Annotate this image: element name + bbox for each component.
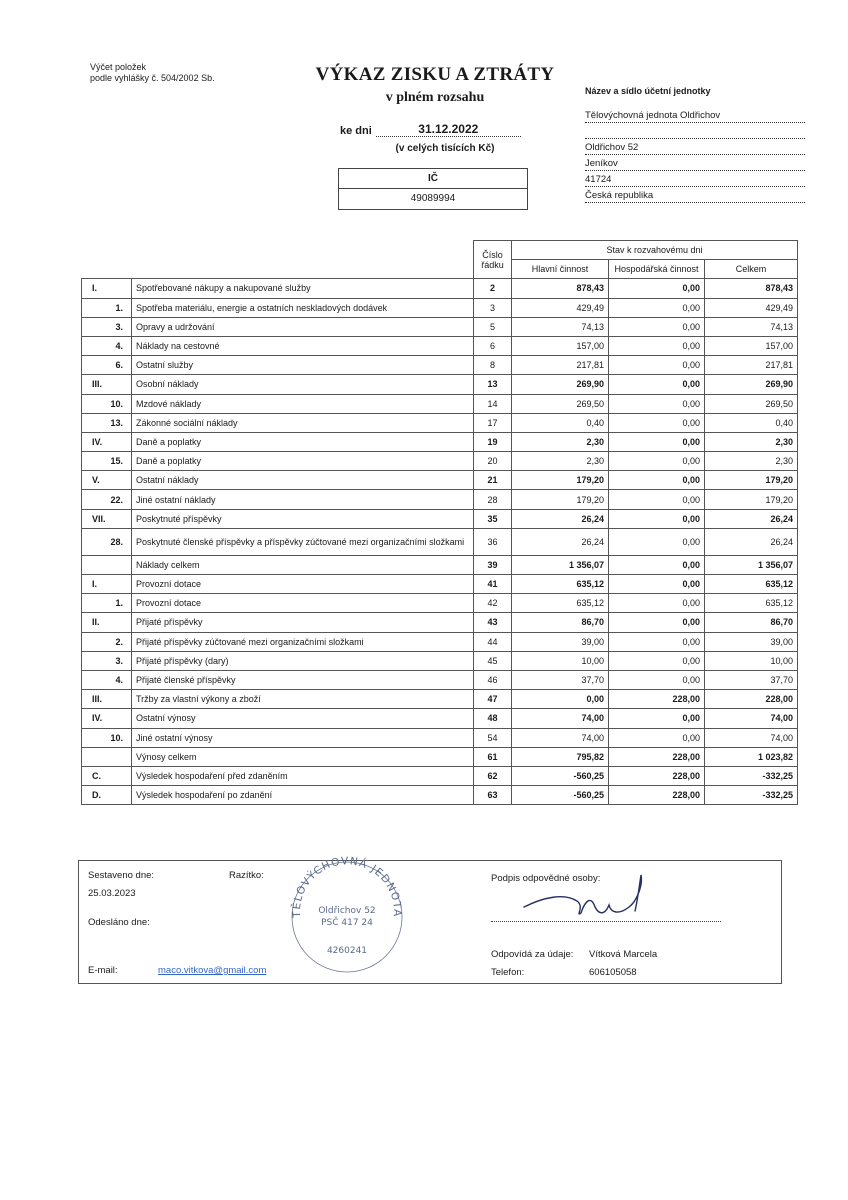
row-label: Přijaté příspěvky [132,613,474,632]
row-total: 635,12 [705,594,798,613]
row-main-activity: 269,50 [512,394,609,413]
row-label: Spotřeba materiálu, energie a ostatních neskladových dodávek [132,298,474,317]
row-number: 8 [474,356,512,375]
entity-line: Jeníkov [585,158,805,171]
row-number: 5 [474,317,512,336]
stamp-postcode-line: PSČ 417 24 [321,918,373,928]
row-economic-activity: 0,00 [609,632,705,651]
row-main-activity: 179,20 [512,471,609,490]
row-economic-activity: 0,00 [609,298,705,317]
row-mark: II. [82,613,132,632]
entity-line [585,126,805,139]
table-row [82,670,798,689]
table-row [82,394,798,413]
row-economic-activity: 0,00 [609,709,705,728]
row-mark: 28. [82,528,132,555]
col-group-header: Stav k rozvahovému dni [512,241,798,260]
row-label: Spotřebované nákupy a nakupované služby [132,279,474,298]
row-number: 3 [474,298,512,317]
row-economic-activity: 0,00 [609,670,705,689]
table-row [82,709,798,728]
row-label: Opravy a udržování [132,317,474,336]
compiled-date: 25.03.2023 [88,888,136,899]
table-row [82,432,798,451]
row-economic-activity: 0,00 [609,336,705,355]
row-total: 179,20 [705,471,798,490]
row-mark: 4. [82,336,132,355]
row-mark: VII. [82,509,132,528]
row-total: 269,90 [705,375,798,394]
row-label: Poskytnuté příspěvky [132,509,474,528]
stamp-label: Razítko: [229,870,264,881]
row-label: Mzdové náklady [132,394,474,413]
row-mark: 1. [82,594,132,613]
row-main-activity: 2,30 [512,432,609,451]
row-economic-activity: 0,00 [609,555,705,574]
stamp-id-line: 4260241 [326,946,368,956]
row-total: -332,25 [705,766,798,785]
row-total: 179,20 [705,490,798,509]
date-value: 31.12.2022 [376,122,521,137]
row-mark: III. [82,375,132,394]
row-total: 86,70 [705,613,798,632]
row-economic-activity: 0,00 [609,394,705,413]
row-number: 63 [474,786,512,805]
units-note: (v celých tisících Kč) [395,143,495,154]
row-mark: 3. [82,651,132,670]
row-number: 35 [474,509,512,528]
row-economic-activity: 228,00 [609,766,705,785]
row-total: 228,00 [705,690,798,709]
row-economic-activity: 0,00 [609,279,705,298]
footer-box [78,860,782,984]
row-main-activity: 635,12 [512,594,609,613]
row-label: Zákonné sociální náklady [132,413,474,432]
legal-note-line1: Výčet položek [90,62,147,72]
stamp-address-line: Oldřichov 52 [318,906,376,916]
row-mark: 10. [82,728,132,747]
table-row [82,509,798,528]
col-econ-header: Hospodářská činnost [609,260,705,279]
row-economic-activity: 0,00 [609,413,705,432]
row-number: 47 [474,690,512,709]
row-total: 157,00 [705,336,798,355]
row-number: 43 [474,613,512,632]
row-total: 2,30 [705,432,798,451]
table-row [82,298,798,317]
row-total: 269,50 [705,394,798,413]
row-label: Poskytnuté členské příspěvky a příspěvky zúčtované mezi organizačními složkami [132,528,474,555]
row-number: 2 [474,279,512,298]
entity-line: Oldřichov 52 [585,142,805,155]
row-main-activity: 0,40 [512,413,609,432]
row-main-activity: 74,13 [512,317,609,336]
row-main-activity: 157,00 [512,336,609,355]
row-economic-activity: 228,00 [609,747,705,766]
col-row-number-header: Číslo řádku [474,241,512,279]
table-row [82,356,798,375]
row-label: Přijaté příspěvky (dary) [132,651,474,670]
col-main-header: Hlavní činnost [512,260,609,279]
row-main-activity: 26,24 [512,528,609,555]
table-row [82,651,798,670]
row-label: Provozní dotace [132,575,474,594]
table-row [82,747,798,766]
row-mark: I. [82,279,132,298]
row-mark: IV. [82,709,132,728]
table-row [82,575,798,594]
phone-label: Telefon: [491,967,525,978]
row-number: 20 [474,452,512,471]
entity-line: 41724 [585,174,805,187]
sent-label: Odesláno dne: [88,917,150,928]
row-mark: 3. [82,317,132,336]
row-mark: C. [82,766,132,785]
entity-heading: Název a sídlo účetní jednotky [585,86,711,96]
date-label: ke dni [340,125,372,137]
table-row [82,613,798,632]
email-link[interactable]: maco.vitkova@gmail.com [158,965,267,976]
row-label: Výsledek hospodaření po zdanění [132,786,474,805]
responsible-value: Vítková Marcela [589,949,658,960]
table-row [82,555,798,574]
row-total: 74,00 [705,709,798,728]
row-number: 44 [474,632,512,651]
row-main-activity: 878,43 [512,279,609,298]
row-number: 28 [474,490,512,509]
row-total: 74,00 [705,728,798,747]
row-main-activity: 269,90 [512,375,609,394]
table-row [82,336,798,355]
table-row [82,375,798,394]
row-economic-activity: 0,00 [609,651,705,670]
row-total: 1 023,82 [705,747,798,766]
table-row [82,528,798,555]
row-total: 0,40 [705,413,798,432]
row-main-activity: 74,00 [512,709,609,728]
income-statement-table [81,240,798,805]
row-number: 45 [474,651,512,670]
row-label: Náklady celkem [132,555,474,574]
row-economic-activity: 0,00 [609,728,705,747]
row-number: 39 [474,555,512,574]
row-mark [82,747,132,766]
ic-box [338,168,528,210]
row-mark: III. [82,690,132,709]
row-label: Výnosy celkem [132,747,474,766]
row-main-activity: 26,24 [512,509,609,528]
row-total: 37,70 [705,670,798,689]
row-total: 26,24 [705,528,798,555]
row-number: 61 [474,747,512,766]
row-economic-activity: 0,00 [609,594,705,613]
row-main-activity: 37,70 [512,670,609,689]
row-number: 36 [474,528,512,555]
row-main-activity: 2,30 [512,452,609,471]
entity-address [585,110,805,206]
row-main-activity: 635,12 [512,575,609,594]
row-economic-activity: 0,00 [609,375,705,394]
page-subtitle: v plném rozsahu [385,90,485,105]
row-main-activity: 1 356,07 [512,555,609,574]
row-main-activity: 39,00 [512,632,609,651]
row-total: 217,81 [705,356,798,375]
row-total: 878,43 [705,279,798,298]
ic-value: 49089994 [410,193,456,204]
row-mark: D. [82,786,132,805]
phone-value: 606105058 [589,967,637,978]
organization-stamp [287,855,407,975]
table-row [82,690,798,709]
row-main-activity: -560,25 [512,766,609,785]
table-row [82,490,798,509]
table-row [82,452,798,471]
email-label: E-mail: [88,965,118,976]
row-mark: 1. [82,298,132,317]
table-row [82,632,798,651]
row-number: 42 [474,594,512,613]
row-main-activity: 0,00 [512,690,609,709]
table-row [82,413,798,432]
signature-label: Podpis odpovědné osoby: [491,873,601,884]
row-economic-activity: 0,00 [609,509,705,528]
row-number: 6 [474,336,512,355]
row-number: 17 [474,413,512,432]
row-economic-activity: 0,00 [609,317,705,336]
row-economic-activity: 0,00 [609,575,705,594]
row-main-activity: 429,49 [512,298,609,317]
row-label: Náklady na cestovné [132,336,474,355]
row-main-activity: 795,82 [512,747,609,766]
row-number: 21 [474,471,512,490]
row-mark: I. [82,575,132,594]
compiled-label: Sestaveno dne: [88,870,155,881]
row-mark [82,555,132,574]
row-label: Osobní náklady [132,375,474,394]
report-date-row [340,122,521,137]
row-number: 19 [474,432,512,451]
empty-corner [82,241,474,279]
table-row [82,766,798,785]
row-total: 1 356,07 [705,555,798,574]
ic-label: IČ [339,169,527,189]
table-row [82,279,798,298]
row-number: 62 [474,766,512,785]
row-label: Daně a poplatky [132,452,474,471]
row-label: Přijaté členské příspěvky [132,670,474,689]
row-main-activity: 179,20 [512,490,609,509]
row-label: Jiné ostatní výnosy [132,728,474,747]
page-title: VÝKAZ ZISKU A ZTRÁTY [315,64,555,85]
row-label: Výsledek hospodaření před zdaněním [132,766,474,785]
row-total: 74,13 [705,317,798,336]
row-label: Přijaté příspěvky zúčtované mezi organizačními složkami [132,632,474,651]
responsible-label: Odpovídá za údaje: [491,949,574,960]
row-main-activity: 217,81 [512,356,609,375]
row-mark: 13. [82,413,132,432]
table-row [82,728,798,747]
row-mark: 6. [82,356,132,375]
row-mark: 2. [82,632,132,651]
row-main-activity: 10,00 [512,651,609,670]
legal-note [90,62,215,84]
row-economic-activity: 0,00 [609,528,705,555]
table-row [82,471,798,490]
row-number: 48 [474,709,512,728]
entity-line: Česká republika [585,190,805,203]
row-mark: 22. [82,490,132,509]
row-economic-activity: 0,00 [609,452,705,471]
row-number: 46 [474,670,512,689]
row-main-activity: 74,00 [512,728,609,747]
row-total: 429,49 [705,298,798,317]
row-number: 13 [474,375,512,394]
row-total: 26,24 [705,509,798,528]
row-total: 635,12 [705,575,798,594]
stamp-ring-text: TĚLOVÝCHOVNÁ JEDNOTA [290,855,404,918]
row-label: Ostatní náklady [132,471,474,490]
row-total: 10,00 [705,651,798,670]
row-economic-activity: 0,00 [609,490,705,509]
row-label: Provozní dotace [132,594,474,613]
row-economic-activity: 0,00 [609,613,705,632]
row-mark: IV. [82,432,132,451]
row-economic-activity: 228,00 [609,786,705,805]
row-economic-activity: 0,00 [609,432,705,451]
row-mark: 15. [82,452,132,471]
entity-line: Tělovýchovná jednota Oldřichov [585,110,805,123]
row-number: 41 [474,575,512,594]
row-label: Daně a poplatky [132,432,474,451]
row-label: Ostatní výnosy [132,709,474,728]
row-economic-activity: 0,00 [609,471,705,490]
row-economic-activity: 0,00 [609,356,705,375]
table-row [82,317,798,336]
table-row [82,594,798,613]
row-label: Tržby za vlastní výkony a zboží [132,690,474,709]
table-body [82,279,798,805]
row-label: Jiné ostatní náklady [132,490,474,509]
signature-scribble [519,871,669,923]
row-economic-activity: 228,00 [609,690,705,709]
row-number: 54 [474,728,512,747]
row-number: 14 [474,394,512,413]
row-mark: V. [82,471,132,490]
row-total: 2,30 [705,452,798,471]
row-label: Ostatní služby [132,356,474,375]
row-main-activity: 86,70 [512,613,609,632]
row-main-activity: -560,25 [512,786,609,805]
col-total-header: Celkem [705,260,798,279]
row-total: 39,00 [705,632,798,651]
row-mark: 4. [82,670,132,689]
legal-note-line2: podle vyhlášky č. 504/2002 Sb. [90,73,215,83]
row-total: -332,25 [705,786,798,805]
row-mark: 10. [82,394,132,413]
table-row [82,786,798,805]
